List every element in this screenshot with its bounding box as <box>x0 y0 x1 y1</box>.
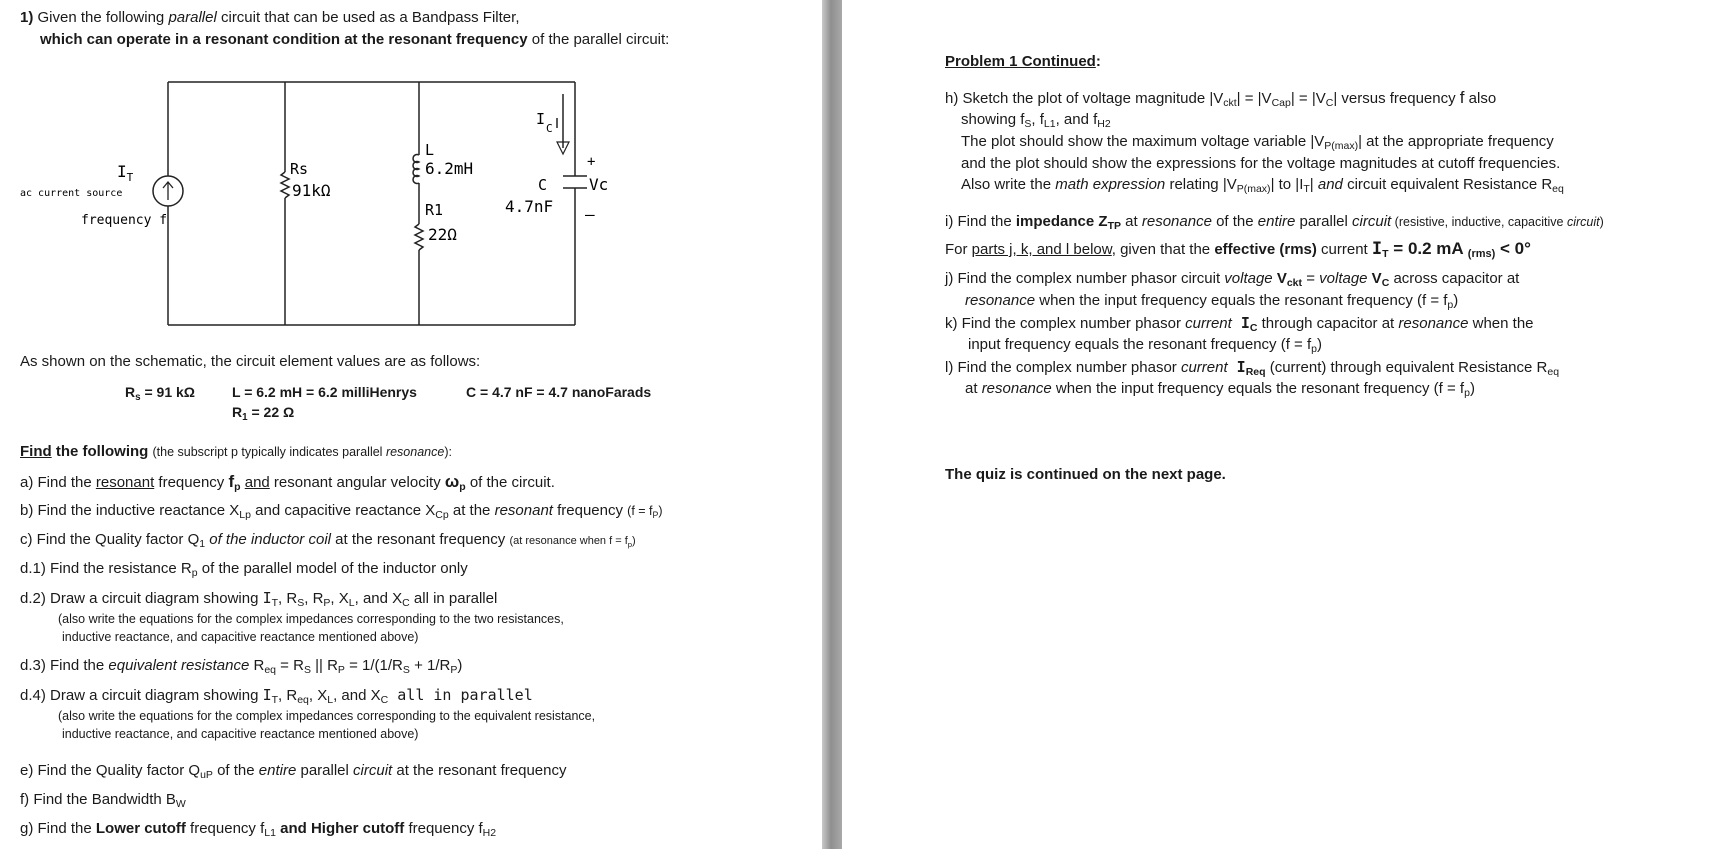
item-l-line2: at resonance when the input frequency equals the resonant frequency $(f = f_p)$ <box>965 380 1475 399</box>
item-d1: d.1) Find the resistance $R_p$ of the parallel model of the inductor only <box>20 560 468 579</box>
item-d2-note2: inductive reactance, and capacitive reactance mentioned above) <box>62 630 419 644</box>
rs-value: 91kΩ <box>292 181 331 200</box>
right-page <box>842 0 1717 849</box>
r1-label: R1 <box>425 201 444 219</box>
left-page <box>0 0 822 849</box>
vc-label: Vc <box>589 175 609 194</box>
l-value-line: L = 6.2 mH = 6.2 milliHenrys <box>232 384 417 400</box>
rs-label: Rs <box>290 160 309 178</box>
item-k-line2: input frequency equals the resonant frequency $(f = f_p)$ <box>968 336 1322 355</box>
item-d3: d.3) Find the equivalent resistance $R_{eq} = R_S$ || $R_P = 1/(1/R_S + 1/R_P)$ <box>20 657 463 676</box>
item-h-line4: and the plot should show the expressions for the voltage magnitudes at cutoff frequencies. <box>961 155 1561 172</box>
item-f: f) Find the Bandwidth $B_W$ <box>20 791 186 810</box>
item-d2: d.2) Draw a circuit diagram showing $I_T$, $R_S$, $R_P$, $X_L$, and $X_C$ all in parallel <box>20 589 498 609</box>
item-c: c) Find the Quality factor $Q_1$ of the inductor coil at the resonant frequency (at resonance when $f = f_p$) <box>20 531 636 550</box>
vc-minus: – <box>585 205 595 224</box>
item-b: b) Find the inductive reactance $X_{Lp}$ and capacitive reactance $X_{Cp}$ at the resonant frequency $(f = f_P)$ <box>20 502 663 521</box>
ic-label: $I_C$ <box>536 110 553 135</box>
item-h-line1: h) Sketch the plot of voltage magnitude $|V_{ckt}| = |V_{Cap}| = |V_C|$ versus frequency f also <box>945 88 1497 109</box>
vc-plus: + <box>587 154 596 170</box>
item-l-line1: l) Find the complex number phasor current $I_{Req}$ (current) through equivalent Resistance $R_{eq}$ <box>945 358 1560 378</box>
item-j-line1: j) Find the complex number phasor circuit voltage $V_{ckt}$ = voltage $V_C$ across capacitor at <box>945 270 1520 289</box>
item-d4-note1: (also write the equations for the complex impedances corresponding to the equivalent resistance, <box>58 709 596 723</box>
c-label: C <box>538 176 548 194</box>
item-h-line3: The plot should show the maximum voltage variable $|V_{P(max)}|$ at the appropriate frequency <box>961 133 1554 152</box>
rs-value-line: $R_s = 91$ kΩ <box>125 384 196 403</box>
item-k-line1: k) Find the complex number phasor current $I_C$ through capacitor at resonance when the <box>945 314 1534 334</box>
values-intro: As shown on the schematic, the circuit element values are as follows: <box>20 353 481 370</box>
item-e: e) Find the Quality factor $Q_{uP}$ of the entire parallel circuit at the resonant frequency <box>20 762 567 781</box>
circuit-schematic <box>0 70 620 330</box>
c-value-line: C = 4.7 nF = 4.7 nanoFarads <box>466 384 652 400</box>
continued-note: The quiz is continued on the next page. <box>945 466 1226 483</box>
item-h-line2: showing $f_S$, $f_{L1}$, and $f_{H2}$ <box>961 111 1111 130</box>
find-heading: Find the following (the subscript p typically indicates parallel resonance): <box>20 443 452 460</box>
item-a: a) Find the resonant frequency $f_p$ and resonant angular velocity $\omega_p$ of the circuit. <box>20 472 555 493</box>
l-label: L <box>425 141 435 159</box>
question-intro-line1: 1) Given the following parallel circuit that can be used as a Bandpass Filter, <box>20 9 520 26</box>
item-d2-note1: (also write the equations for the complex impedances corresponding to the two resistances, <box>58 612 564 626</box>
given-current-line: For parts j, k, and l below, given that the effective (rms) current $I_T = 0.2$ mA $_{(rms)}$ < 0° <box>945 239 1531 260</box>
page-divider <box>822 0 842 849</box>
question-intro-line2: which can operate in a resonant condition at the resonant frequency of the parallel circuit: <box>40 31 670 48</box>
r1-value-line: $R_1 = 22$ Ω <box>232 404 295 423</box>
page-title: Problem 1 Continued: <box>945 53 1101 70</box>
l-value: 6.2mH <box>425 159 474 178</box>
it-label: $I_T$ <box>117 162 134 184</box>
item-j-line2: resonance when the input frequency equals the resonant frequency $(f = f_p)$ <box>965 292 1459 311</box>
frequency-label: frequency f <box>81 213 168 228</box>
c-value: 4.7nF <box>505 197 554 216</box>
r1-value: 22Ω <box>428 225 457 244</box>
item-d4-note2: inductive reactance, and capacitive reactance mentioned above) <box>62 727 419 741</box>
item-h-line5: Also write the math expression relating $|V_{P(max)}|$ to $|I_T|$ and circuit equivalent Resistance $R_{eq}$ <box>961 176 1564 195</box>
item-d4: d.4) Draw a circuit diagram showing $I_T$, $R_{eq}$, $X_L$, and $X_C$ all in parallel <box>20 686 533 706</box>
item-g: g) Find the Lower cutoff frequency $f_{L1}$ and Higher cutoff frequency $f_{H2}$ <box>20 820 497 839</box>
item-i: i) Find the impedance $Z_{TP}$ at resonance of the entire parallel circuit (resistive, inductive, capacitive circuit) <box>945 213 1604 232</box>
source-label: ac current source <box>20 188 123 199</box>
